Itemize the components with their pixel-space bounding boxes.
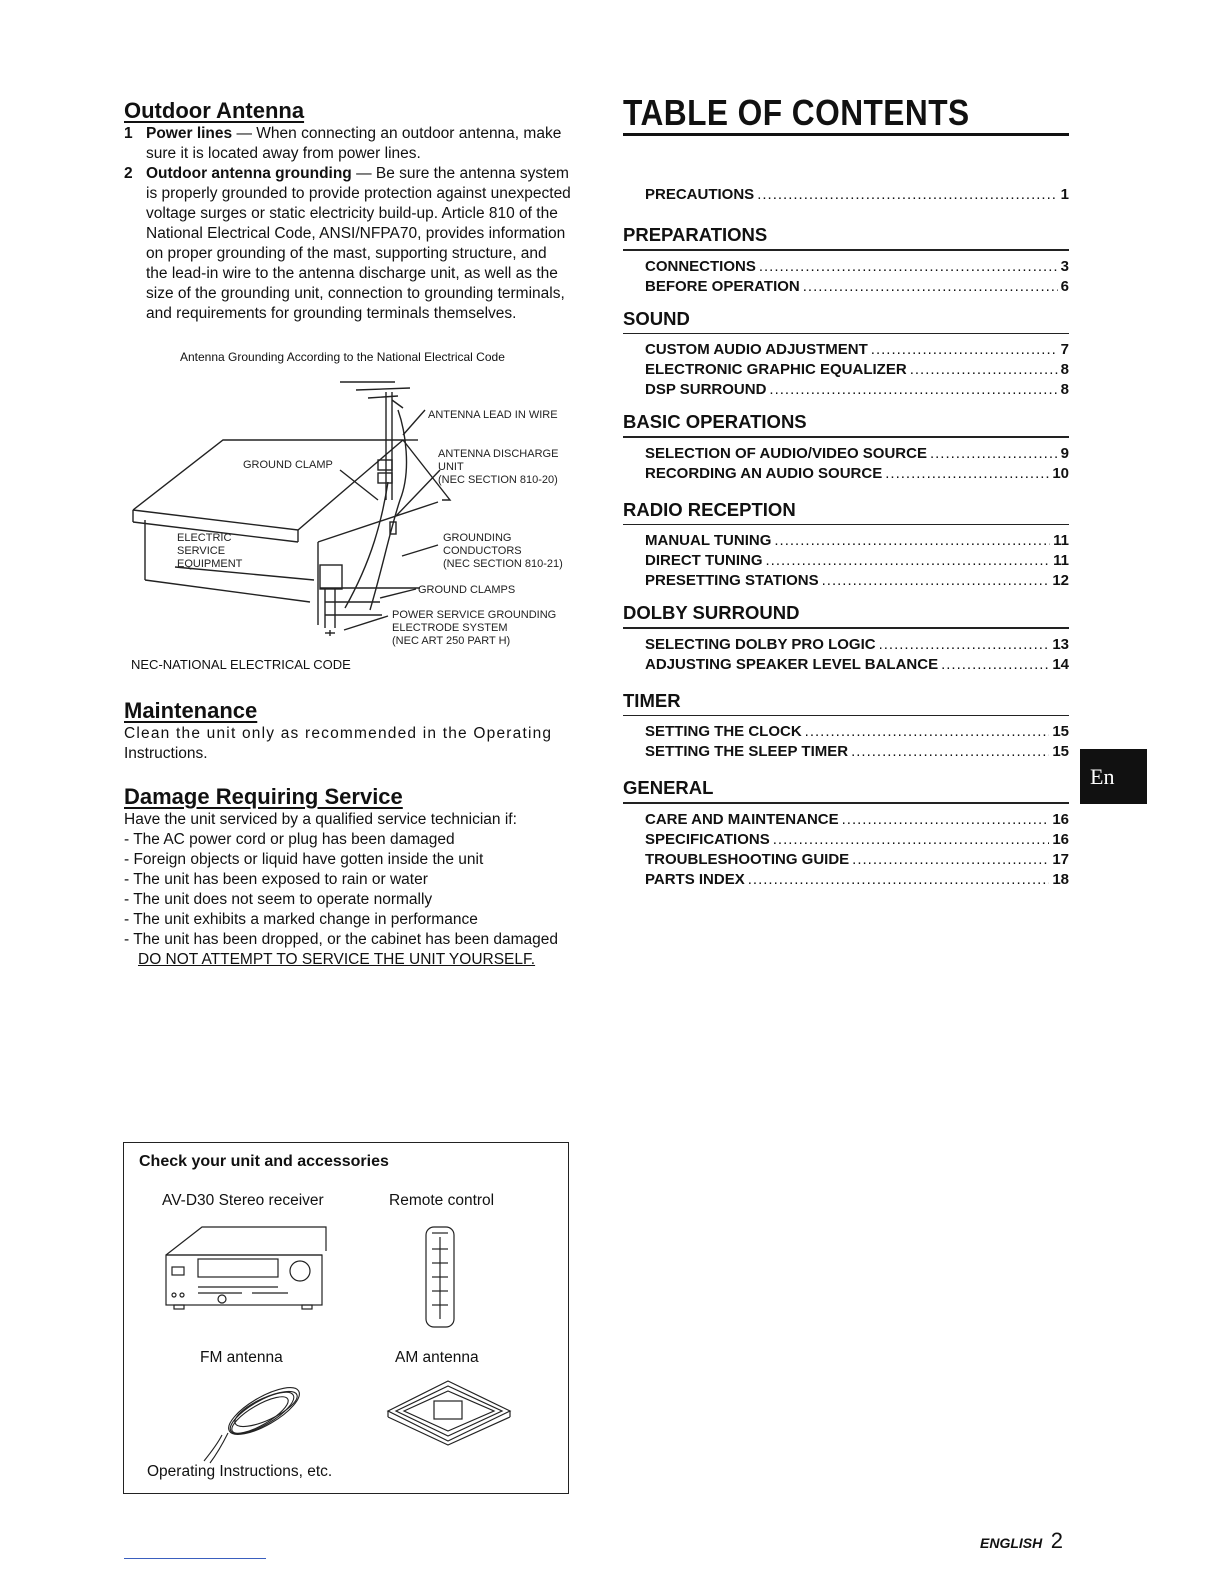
toc-section-heading: GENERAL [623,777,714,798]
toc-title-rule [623,133,1069,136]
label-lead-in-wire: ANTENNA LEAD IN WIRE [428,409,558,421]
docs-label: Operating Instructions, etc. [147,1463,333,1480]
list-item: 2 Outdoor antenna grounding — Be sure the antenna system is properly grounded to provide protection against unexpected voltage surges or static electricity build-up. Article 810 of the National Electrical Code, ANSI/NFPA70, provides information on proper grounding of the mast, supporting structure, and the lead-in wire to the antenna discharge unit, as well as the size of the grounding unit, connection to grounding terminals, and requirements for grounding terminals themselves. [124,165,571,322]
toc-section-heading: BASIC OPERATIONS [623,411,807,432]
footer-language: ENGLISH [980,1535,1043,1551]
label-ground-clamp: GROUND CLAMP [243,459,333,471]
remote-image [420,1223,464,1333]
toc-entry[interactable]: SETTING THE SLEEP TIMER ..... 15 [645,743,1069,763]
maintenance-heading: Maintenance [124,698,258,723]
toc-entry[interactable]: CARE AND MAINTENANCE ..... 16 [645,811,1069,831]
fm-antenna-image [192,1375,312,1465]
fm-antenna-label: FM antenna [200,1349,283,1366]
toc-section-sound [623,308,1069,402]
am-antenna-label: AM antenna [395,1349,479,1366]
toc-section-preparations [623,224,1069,298]
list-item: - The unit exhibits a marked change in performance [124,911,478,928]
toc-entry[interactable]: SELECTING DOLBY PRO LOGIC ..... 13 [645,636,1069,656]
toc-entry[interactable]: MANUAL TUNING ..... 11 [645,532,1069,552]
toc-entry[interactable]: SPECIFICATIONS ..... 16 [645,831,1069,851]
toc-entry[interactable]: PARTS INDEX ..... 18 [645,871,1069,891]
list-item: - The AC power cord or plug has been damaged [124,831,455,848]
toc-entry[interactable]: DSP SURROUND ..... 8 [645,381,1069,401]
toc-section-radio-reception [623,499,1069,593]
list-item: 1 Power lines — When connecting an outdoor antenna, make sure it is located away from power lines. [124,125,562,162]
toc-section-basic-operations [623,411,1069,485]
toc-entry[interactable]: CUSTOM AUDIO ADJUSTMENT ..... 7 [645,341,1069,361]
am-antenna-image [384,1377,514,1447]
receiver-label: AV-D30 Stereo receiver [162,1192,324,1209]
toc-entry[interactable]: SETTING THE CLOCK ..... 15 [645,723,1069,743]
damage-warning: DO NOT ATTEMPT TO SERVICE THE UNIT YOURSELF. [138,951,536,968]
label-discharge-unit: ANTENNA DISCHARGE UNIT (NEC SECTION 810-20) [438,448,559,486]
toc-entry[interactable]: TROUBLESHOOTING GUIDE ..... 17 [645,851,1069,871]
remote-label: Remote control [389,1192,495,1209]
toc-section-heading: DOLBY SURROUND [623,602,800,623]
toc-section-dolby-surround [623,602,1069,676]
toc-section-heading: TIMER [623,689,681,711]
toc-entry[interactable]: ELECTRONIC GRAPHIC EQUALIZER ..... 8 [645,361,1069,381]
toc-section-rule [623,715,1069,717]
toc-section-timer [623,690,1069,764]
toc-entry[interactable]: RECORDING AN AUDIO SOURCE ..... 10 [645,465,1069,485]
diagram-footnote: NEC-NATIONAL ELECTRICAL CODE [131,657,351,672]
toc-section-rule [623,524,1069,526]
accessories-box [123,1142,569,1494]
toc-section-rule [623,802,1069,804]
damage-heading: Damage Requiring Service [124,784,403,809]
bottom-rule [124,1558,266,1559]
toc-entry[interactable]: BEFORE OPERATION ..... 6 [645,278,1069,298]
toc-section-rule [623,333,1069,335]
list-item: - The unit has been dropped, or the cabinet has been damaged [124,931,559,948]
outdoor-antenna-list [124,124,574,324]
label-grounding-conductors: GROUNDING CONDUCTORS (NEC SECTION 810-21) [443,532,563,570]
damage-list [124,810,574,970]
label-ground-clamps: GROUND CLAMPS [418,584,516,596]
receiver-image [162,1223,328,1313]
toc-section-rule [623,436,1069,438]
toc-section-heading: RADIO RECEPTION [623,498,796,520]
damage-intro: Have the unit serviced by a qualified service technician if: [124,811,517,828]
page-number: 2 [1050,1528,1063,1553]
label-power-service: POWER SERVICE GROUNDING ELECTRODE SYSTEM (NEC ART 250 PART H) [392,609,557,647]
toc-entry[interactable]: CONNECTIONS ..... 3 [645,258,1069,278]
toc-entry[interactable]: PRESETTING STATIONS ..... 12 [645,572,1069,592]
diagram-caption: Antenna Grounding According to the National Electrical Code [180,350,505,364]
toc-entry[interactable]: DIRECT TUNING ..... 11 [645,552,1069,572]
accessories-heading: Check your unit and accessories [139,1153,389,1170]
list-item: - Foreign objects or liquid have gotten inside the unit [124,851,484,868]
toc-section-rule [623,249,1069,251]
toc-section-heading: SOUND [623,307,690,329]
toc-section-rule [623,627,1069,629]
page-footer [980,1528,1063,1554]
toc-entry-precautions[interactable]: PRECAUTIONS ..... 1 [645,186,1069,206]
outdoor-antenna-heading: Outdoor Antenna [124,98,305,123]
language-tab[interactable]: En [1080,749,1147,804]
list-item: - The unit does not seem to operate normally [124,891,433,908]
toc-section-general [623,777,1069,891]
toc-entry[interactable]: ADJUSTING SPEAKER LEVEL BALANCE ..... 14 [645,656,1069,676]
toc-section-heading: PREPARATIONS [623,224,768,245]
maintenance-text: Clean the unit only as recommended in the Operating Instructions. [124,725,553,762]
toc-title: TABLE OF CONTENTS [623,92,970,133]
toc [623,186,1069,891]
toc-entry[interactable]: SELECTION OF AUDIO/VIDEO SOURCE ..... 9 [645,445,1069,465]
label-electric-service: ELECTRIC SERVICE EQUIPMENT [177,532,243,570]
list-item: - The unit has been exposed to rain or water [124,871,428,888]
